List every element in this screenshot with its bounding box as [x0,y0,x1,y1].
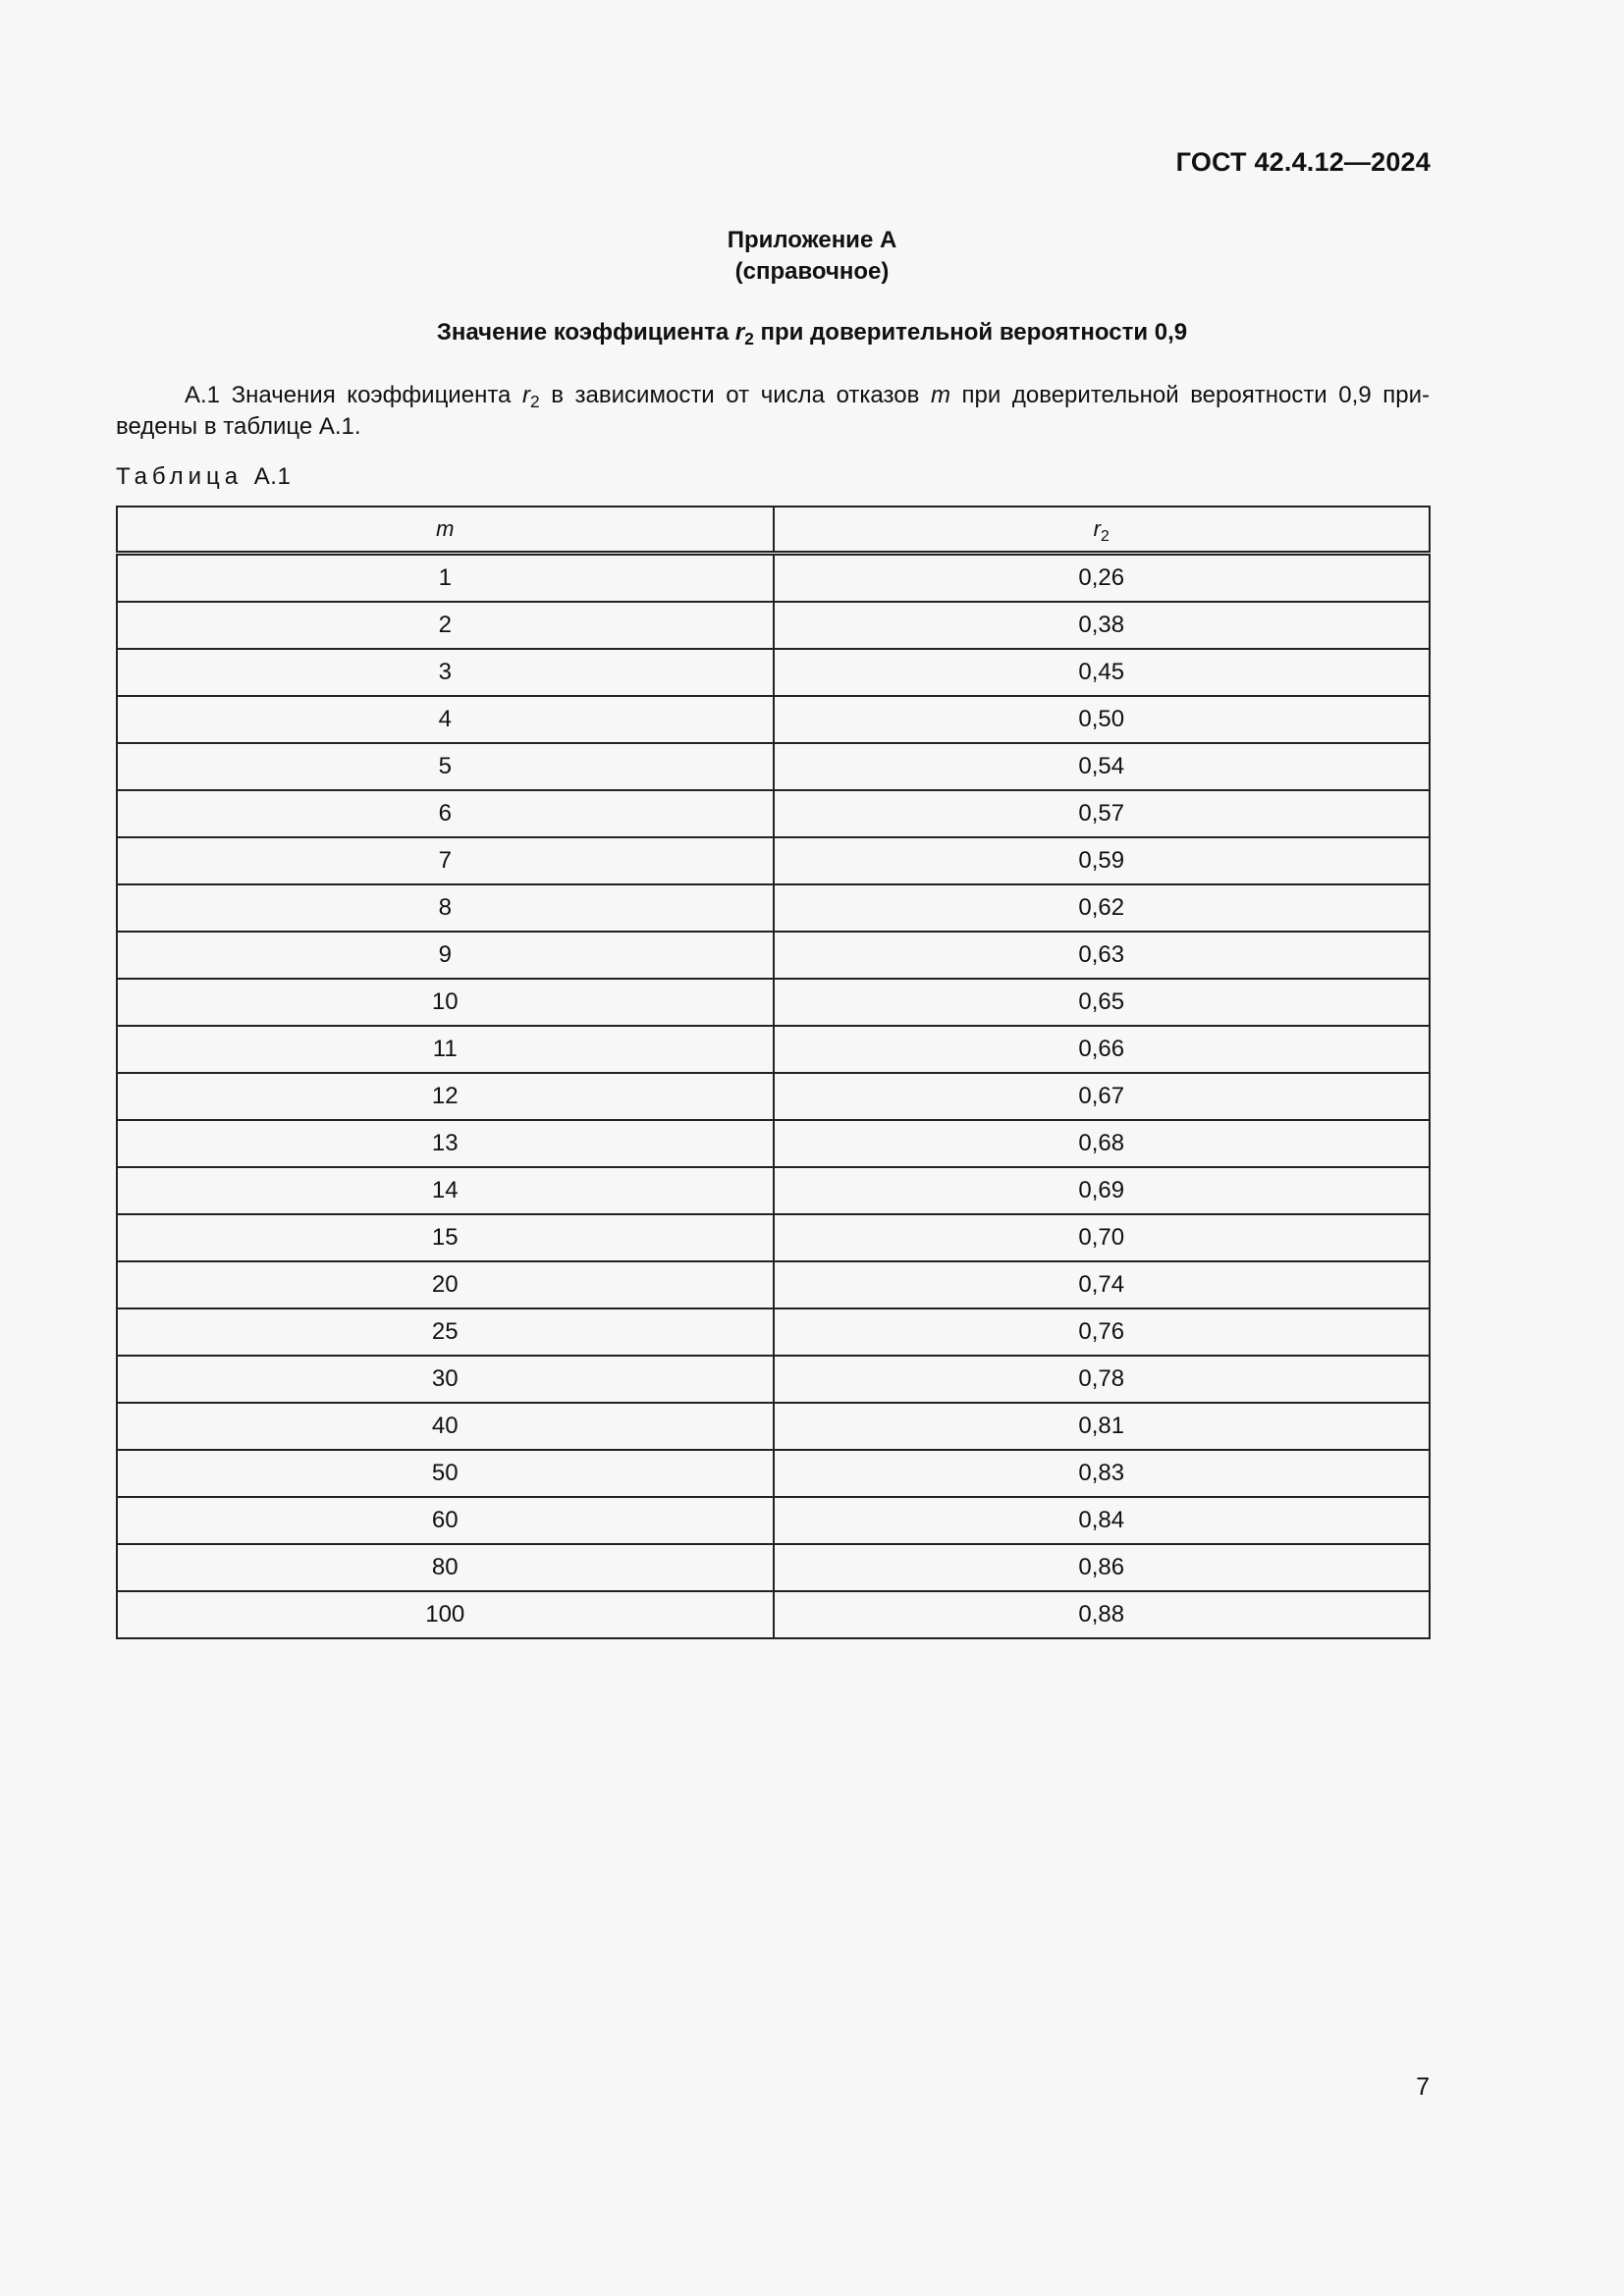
cell-m: 7 [117,837,774,884]
appendix-subtitle: (справочное) [734,258,890,285]
paragraph-part1: Значения коэффициента [220,382,522,408]
cell-m: 80 [117,1544,774,1591]
cell-r2: 0,63 [774,932,1431,979]
table-row [117,696,1430,743]
cell-r2: 0,67 [774,1073,1431,1120]
cell-m: 40 [117,1403,774,1450]
table-row [117,1261,1430,1308]
table-row [117,932,1430,979]
table-row [117,1073,1430,1120]
cell-m: 4 [117,696,774,743]
cell-r2: 0,74 [774,1261,1431,1308]
header-m-label: m [436,516,455,541]
table-row [117,649,1430,696]
cell-m: 11 [117,1026,774,1073]
cell-m: 2 [117,602,774,649]
table-caption-label: Таблица [116,463,244,490]
appendix-title: Приложение А [727,227,897,253]
header-r-sub: 2 [1101,527,1110,545]
table-caption [116,463,291,491]
table-row [117,1450,1430,1497]
table-row [117,1403,1430,1450]
cell-r2: 0,38 [774,602,1431,649]
table-row [117,979,1430,1026]
table-header-row [117,507,1430,554]
section-title [0,319,1624,347]
table-row [117,602,1430,649]
cell-r2: 0,78 [774,1356,1431,1403]
cell-r2: 0,88 [774,1591,1431,1638]
cell-r2: 0,65 [774,979,1431,1026]
cell-r2: 0,62 [774,884,1431,932]
table-row [117,1356,1430,1403]
cell-r2: 0,59 [774,837,1431,884]
cell-m: 5 [117,743,774,790]
table-row [117,1167,1430,1214]
cell-r2: 0,68 [774,1120,1431,1167]
paragraph-line-1 [116,380,1430,411]
table-body [117,554,1430,1639]
table-row [117,1214,1430,1261]
cell-m: 12 [117,1073,774,1120]
header-r-label: r [1093,516,1101,541]
cell-r2: 0,76 [774,1308,1431,1356]
cell-m: 20 [117,1261,774,1308]
cell-m: 9 [117,932,774,979]
table-row [117,554,1430,603]
coefficient-table [116,506,1431,1639]
cell-m: 13 [117,1120,774,1167]
section-title-after: при доверительной вероятности 0,9 [753,319,1188,346]
section-title-before: Значение коэффициента [436,319,735,346]
cell-m: 3 [117,649,774,696]
cell-r2: 0,81 [774,1403,1431,1450]
paragraph-line-2: ведены в таблице А.1. [116,413,361,440]
cell-m: 8 [117,884,774,932]
paragraph-symbol: r [522,382,530,408]
paragraph-var-m: m [930,382,950,408]
cell-m: 1 [117,554,774,603]
cell-m: 25 [117,1308,774,1356]
table-row [117,1026,1430,1073]
cell-r2: 0,84 [774,1497,1431,1544]
paragraph-symbol-sub: 2 [530,392,540,412]
document-code: ГОСТ 42.4.12—2024 [1175,147,1431,177]
cell-r2: 0,57 [774,790,1431,837]
cell-m: 30 [117,1356,774,1403]
page-number: 7 [1416,2073,1430,2101]
header-r2 [774,507,1431,554]
table-row [117,884,1430,932]
table-row [117,743,1430,790]
cell-m: 100 [117,1591,774,1638]
paragraph-part2: в зависимости от числа отказов [539,382,931,408]
cell-r2: 0,70 [774,1214,1431,1261]
cell-r2: 0,50 [774,696,1431,743]
cell-m: 14 [117,1167,774,1214]
cell-r2: 0,45 [774,649,1431,696]
table-row [117,1591,1430,1638]
table-row [117,837,1430,884]
table-row [117,1120,1430,1167]
cell-r2: 0,83 [774,1450,1431,1497]
table-row [117,790,1430,837]
cell-r2: 0,26 [774,554,1431,603]
table-row [117,1308,1430,1356]
paragraph-part3: при доверительной вероятности 0,9 при- [949,382,1431,408]
cell-m: 15 [117,1214,774,1261]
table-caption-number: А.1 [253,463,292,490]
cell-r2: 0,69 [774,1167,1431,1214]
header-m [117,507,774,554]
cell-m: 6 [117,790,774,837]
cell-r2: 0,54 [774,743,1431,790]
cell-m: 60 [117,1497,774,1544]
section-title-symbol-sub: 2 [744,329,754,349]
paragraph-number: А.1 [185,382,221,408]
cell-r2: 0,86 [774,1544,1431,1591]
section-title-symbol: r [734,319,745,346]
cell-m: 50 [117,1450,774,1497]
cell-r2: 0,66 [774,1026,1431,1073]
table-row [117,1497,1430,1544]
table-row [117,1544,1430,1591]
cell-m: 10 [117,979,774,1026]
